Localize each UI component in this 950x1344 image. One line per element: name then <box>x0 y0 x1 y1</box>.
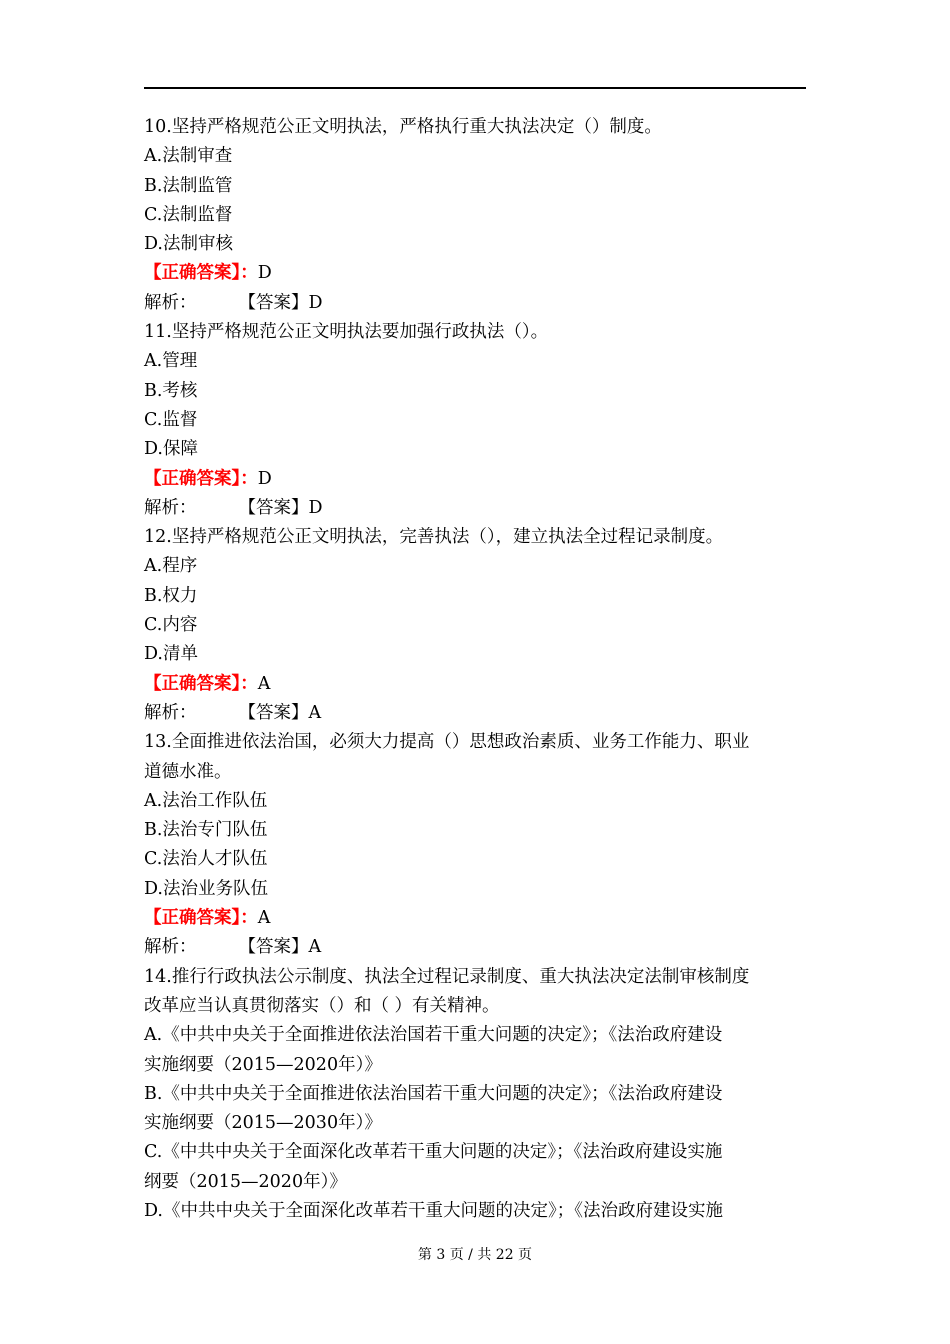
correct-answer <box>144 259 806 288</box>
question-stem-line-2: 道德水准。 <box>144 761 232 782</box>
option-a: A.法制审查 <box>144 146 233 167</box>
correct-answer-value: D <box>257 468 272 489</box>
question-stem: 12.坚持严格规范公正文明执法，完善执法（），建立执法全过程记录制度。 <box>144 527 724 548</box>
option-a-line-1: A.《中共中央关于全面推进依法治国若干重大问题的决定》；《法治政府建设 <box>144 1025 723 1046</box>
correct-answer <box>144 904 806 933</box>
option-d: D.法制审核 <box>144 234 233 255</box>
option-b: B.法制监管 <box>144 175 233 196</box>
correct-answer-value: A <box>257 908 271 929</box>
correct-answer-value: D <box>257 263 272 284</box>
option-c-line-1: C.《中共中央关于全面深化改革若干重大问题的决定》；《法治政府建设实施 <box>144 1142 723 1163</box>
analysis-label: 解析： <box>144 497 197 518</box>
correct-answer-label: 【正确答案】： <box>144 908 258 929</box>
question-stem-line-1: 13.全面推进依法治国，必须大力提高（）思想政治素质、业务工作能力、职业 <box>144 732 750 753</box>
page-number: 第 3 页 / 共 22 页 <box>417 1247 533 1263</box>
analysis <box>144 494 806 523</box>
option-c-line-2: 纲要（2015—2020年）》 <box>144 1171 347 1192</box>
option-c: C.内容 <box>144 615 198 636</box>
option-b: B.权力 <box>144 585 198 606</box>
option-c: C.法制监督 <box>144 204 233 225</box>
option-a-line-2: 实施纲要（2015—2020年）》 <box>144 1054 382 1075</box>
option-d: D.保障 <box>144 439 198 460</box>
question-list <box>144 113 806 1226</box>
analysis-text: 【答案】D <box>238 497 323 518</box>
question-stem: 10.坚持严格规范公正文明执法，严格执行重大执法决定（）制度。 <box>144 117 662 137</box>
page-footer <box>0 1244 950 1264</box>
option-a: A.法治工作队伍 <box>144 790 268 811</box>
option-c: C.监督 <box>144 409 198 430</box>
analysis <box>144 289 806 318</box>
option-d: D.法治业务队伍 <box>144 878 268 899</box>
question-stem: 11.坚持严格规范公正文明执法要加强行政执法（）。 <box>144 322 549 343</box>
option-b: B.法治专门队伍 <box>144 820 268 841</box>
option-c: C.法治人才队伍 <box>144 849 268 870</box>
correct-answer-label: 【正确答案】： <box>144 263 258 284</box>
question-stem-line-2: 改革应当认真贯彻落实（）和（ ）有关精神。 <box>144 995 500 1016</box>
analysis-label: 解析： <box>144 292 197 313</box>
header-rule <box>144 87 806 89</box>
correct-answer <box>144 465 806 494</box>
option-b-line-1: B.《中共中央关于全面推进依法治国若干重大问题的决定》；《法治政府建设 <box>144 1083 723 1104</box>
option-d-line-1: D.《中共中央关于全面深化改革若干重大问题的决定》；《法治政府建设实施 <box>144 1200 723 1221</box>
analysis-label: 解析： <box>144 702 197 723</box>
option-b: B.考核 <box>144 380 198 401</box>
option-a: A.程序 <box>144 556 198 577</box>
analysis-text: 【答案】D <box>238 292 323 313</box>
analysis-text: 【答案】A <box>238 937 322 958</box>
correct-answer-label: 【正确答案】： <box>144 468 258 489</box>
question-stem-line-1: 14.推行行政执法公示制度、执法全过程记录制度、重大执法决定法制审核制度 <box>144 966 750 987</box>
correct-answer-label: 【正确答案】： <box>144 673 258 694</box>
option-a: A.管理 <box>144 351 198 372</box>
analysis-label: 解析： <box>144 937 197 958</box>
analysis <box>144 933 806 962</box>
correct-answer-value: A <box>257 673 271 694</box>
option-d: D.清单 <box>144 644 198 665</box>
option-b-line-2: 实施纲要（2015—2030年）》 <box>144 1113 382 1134</box>
analysis <box>144 699 806 728</box>
analysis-text: 【答案】A <box>238 702 322 723</box>
correct-answer <box>144 670 806 699</box>
